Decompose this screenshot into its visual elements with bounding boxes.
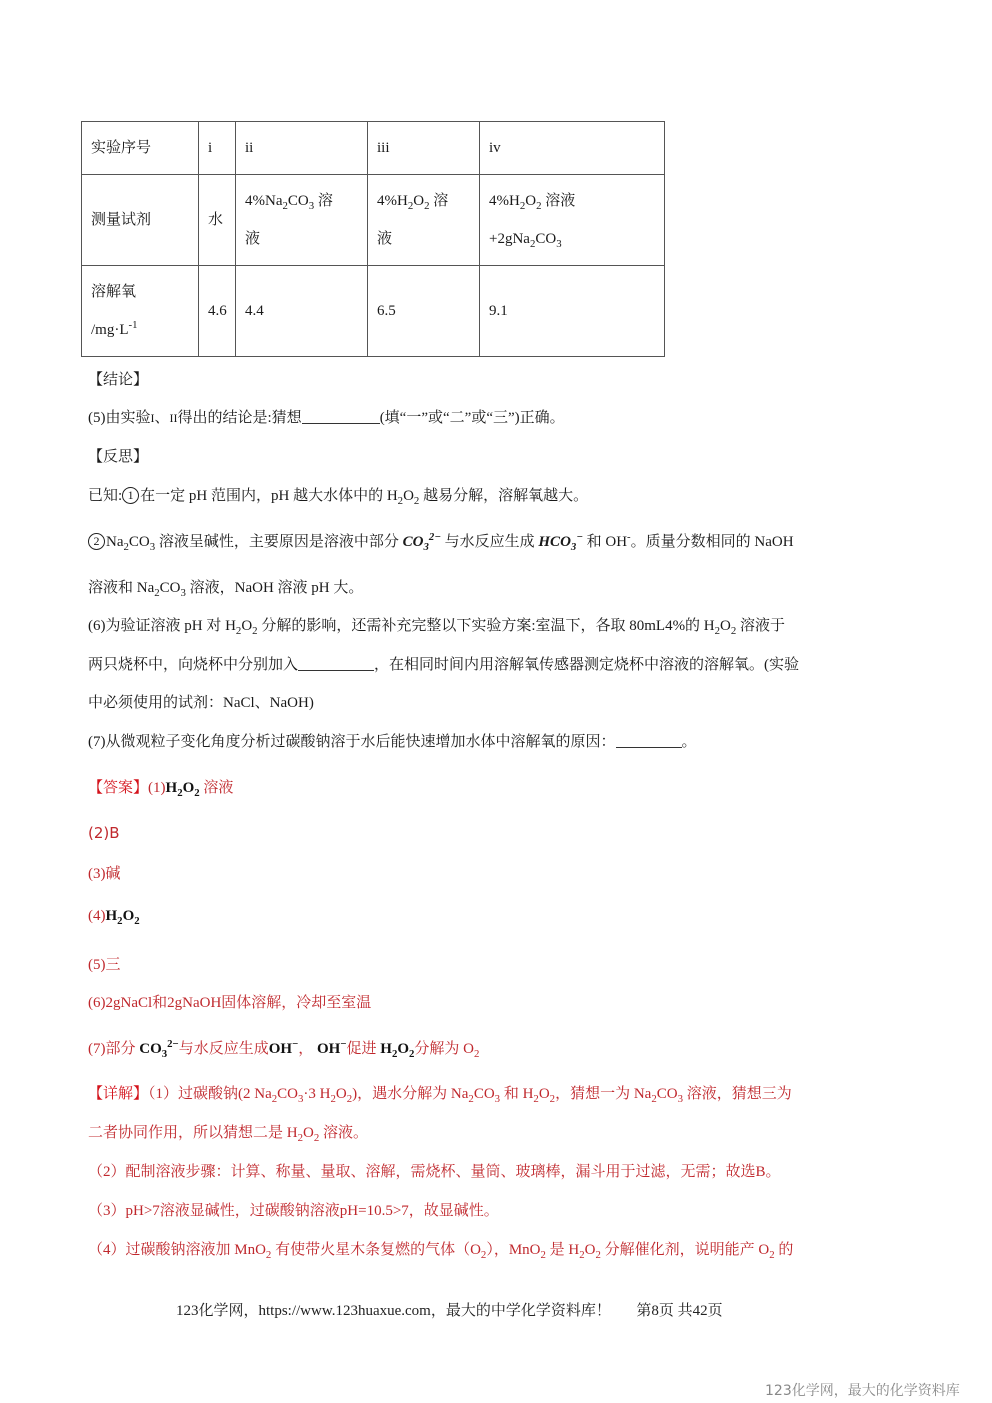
table-cell: 4.6 — [199, 266, 236, 357]
answer-label: 【答案】 — [88, 778, 149, 796]
watermark: 123化学网，最大的化学资料库 — [765, 1383, 960, 1399]
question-6-line1: (6)为验证溶液 pH 对 $H_2O_2$ 分解的影响，还需补充完整以下实验方案:室温下，各取 80mL4%的 $H_2O_2$ 溶液于 — [88, 618, 786, 637]
row-label-line1: 溶解氧 — [91, 284, 137, 300]
answer-2: (2)B — [88, 824, 120, 842]
table-cell: $4\%H_2O_2$ 溶液 $+2gNa_2CO_3$ — [480, 175, 665, 266]
table-row-reagent — [82, 175, 665, 266]
answer-5: (5)三 — [88, 957, 121, 973]
known-fact-2: 2 $Na_2CO_3$ 溶液呈碱性，主要原因是溶液中部分 $CO_3^{2-}$ 与水反应生成 $HCO_3^-$ 和 OH-。质量分数相同的 NaOH — [88, 530, 794, 551]
table-header-row — [82, 122, 665, 175]
answer-4: $(4)H_2O_2$ — [88, 908, 140, 927]
circled-one-icon: 1 — [122, 487, 139, 504]
answer-6: (6)2gNaCl和2gNaOH固体溶解，冷却至室温 — [88, 995, 372, 1011]
table-cell: 9.1 — [480, 266, 665, 357]
explanation-2: （2）配制溶液步骤：计算、称量、量取、溶解，需烧杯、量筒、玻璃棒，漏斗用于过滤，无需；故选B。 — [88, 1164, 781, 1180]
table-cell: 6.5 — [368, 266, 480, 357]
explanation-3: （3）pH>7溶液显碱性，过碳酸钠溶液pH=10.5>7，故显碱性。 — [88, 1203, 499, 1219]
question-6-line2: 两只烧杯中，向烧杯中分别加入 ，在相同时间内用溶解氧传感器测定烧杯中溶液的溶解氧。(实验 — [88, 657, 800, 673]
table-row-dissolved-oxygen — [82, 266, 665, 357]
row-label: 测量试剂 — [82, 175, 199, 266]
conclusion-heading: 【结论】 — [88, 372, 149, 388]
table-cell: 4.4 — [236, 266, 368, 357]
row-label: 溶解氧 $/mg\cdot L^{-1}$ — [82, 266, 199, 357]
reflection-heading: 【反思】 — [88, 449, 149, 465]
page-footer — [176, 1299, 723, 1320]
answer-3: (3)碱 — [88, 866, 121, 882]
header-cell: iii — [368, 122, 480, 175]
table-cell: $4\%Na_2CO_3$ 溶 液 — [236, 175, 368, 266]
footer-site: 123化学网，https://www.123huaxue.com，最大的中学化学资料库！ — [176, 1303, 611, 1319]
table-cell: 水 — [199, 175, 236, 266]
answer-1: 【答案】$(1)H_2O_2$ 溶液 — [88, 778, 234, 799]
header-cell: i — [199, 122, 236, 175]
experiment-table — [81, 121, 665, 357]
circled-two-icon: 2 — [88, 533, 105, 550]
question-6-line3: 中必须使用的试剂：NaCl、NaOH) — [88, 695, 314, 711]
footer-page-number: 第8页 共42页 — [636, 1303, 723, 1319]
header-cell: ii — [236, 122, 368, 175]
question-7: (7)从微观粒子变化角度分析过碳酸钠溶于水后能快速增加水体中溶解氧的原因： 。 — [88, 734, 697, 750]
answer-7: (7)部分 $CO_3^{2-}$与水反应生成OH−， OH−促进 $H_2O_2$分解为 $O_2$ — [88, 1038, 480, 1060]
explanation-1-line2: 二者协同作用，所以猜想二是 $H_2O_2$ 溶液。 — [88, 1125, 369, 1144]
explanation-1-line1: 【详解】（1）过碳酸钠(2 $Na_2CO_3\cdot 3$ $H_2O_2$)，遇水分解为 $Na_2CO_3$ 和 $H_2O_2$，猜想一为 $Na_2CO_3$ 溶液，猜想三为 — [88, 1084, 792, 1105]
answer-blank[interactable] — [616, 733, 682, 748]
header-cell: iv — [480, 122, 665, 175]
known-fact-2-cont: 溶液和 $Na_2CO_3$ 溶液，NaOH 溶液 pH 大。 — [88, 580, 364, 599]
explanation-4: （4）过碳酸钠溶液加 MnO$_2$ 有使带火星木条复燃的气体$(O_2)$，MnO$_2$ 是 $H_2O_2$ 分解催化剂，说明能产 $O_2$ 的 — [88, 1242, 794, 1261]
table-cell: $4\%H_2O_2$ 溶 液 — [368, 175, 480, 266]
answer-blank[interactable] — [302, 409, 380, 424]
answer-blank[interactable] — [298, 656, 374, 671]
header-cell: 实验序号 — [82, 122, 199, 175]
known-fact-1: 已知: 1 在一定 pH 范围内，pH 越大水体中的 $H_2O_2$ 越易分解，溶解氧越大。 — [88, 488, 589, 507]
question-5: (5)由实验I、II得出的结论是:猜想 (填“一”或“二”或“三”)正确。 — [88, 410, 565, 426]
explanation-label: 【详解】 — [88, 1084, 149, 1102]
